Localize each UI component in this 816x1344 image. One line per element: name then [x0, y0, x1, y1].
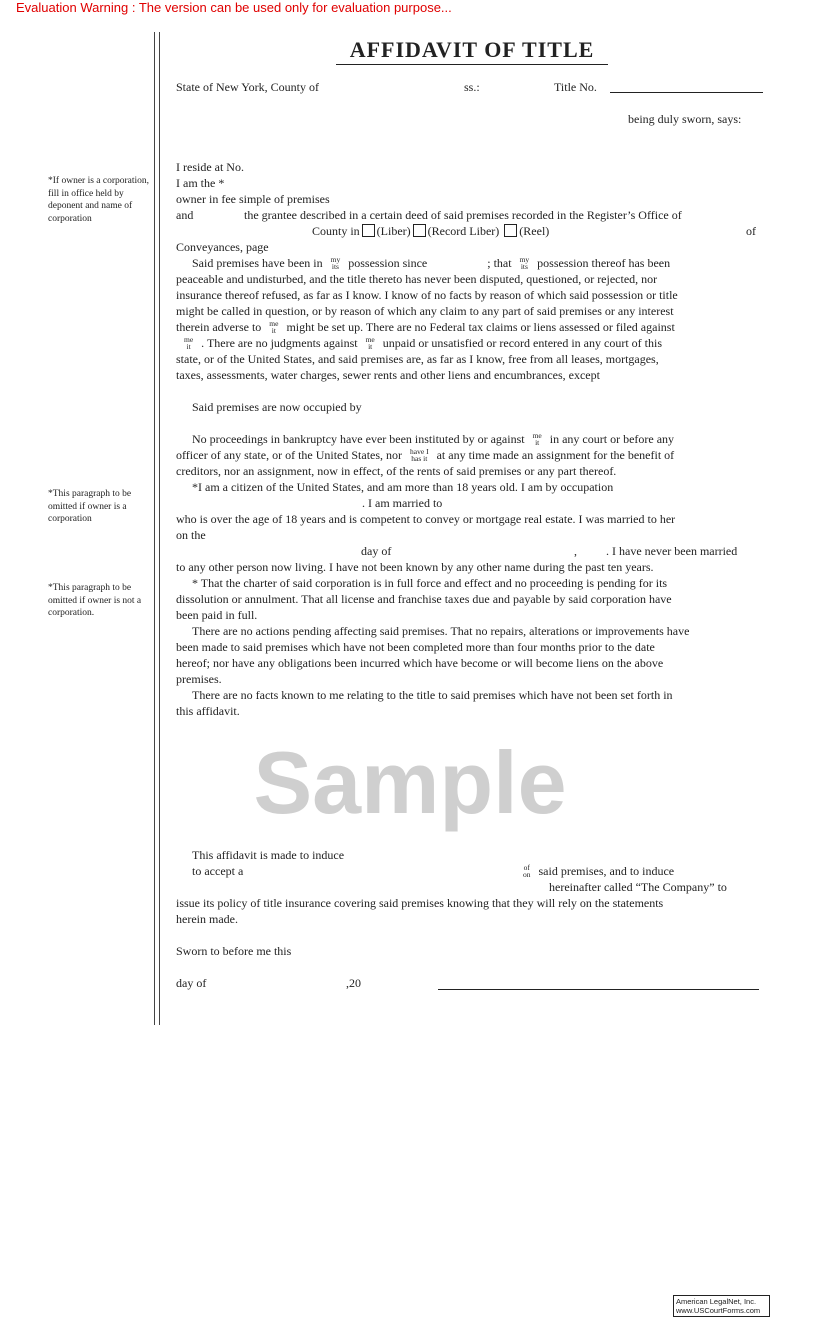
body-line: I reside at No. — [176, 160, 244, 174]
body-line: premises. — [176, 672, 222, 686]
stacked-choice: me it — [184, 335, 194, 352]
body-line: issue its policy of title insurance covering said premises knowing that they will rely on the statements — [176, 896, 664, 910]
text: might be set up. There are no Federal tax claims or liens assessed or filed against — [286, 320, 675, 334]
body-line: the grantee described in a certain deed of said premises recorded in the Register’s Office of — [244, 208, 682, 222]
publisher-url[interactable]: www.USCourtForms.com — [676, 1306, 761, 1315]
margin-note-omit-if-not-corporation: *This paragraph to be omitted if owner is not a corporation. — [48, 583, 142, 618]
body-line: might be called in question, or by reason of which any claim to any part of said premises or any interest — [176, 304, 674, 318]
state-county-label: State of New York, County of — [176, 80, 319, 94]
title-no-blank — [610, 92, 763, 93]
stacked-choice: have I has it — [410, 447, 429, 464]
body-line: state, or of the United States, and said premises are, as far as I know, free from all leases, mortgages, — [176, 352, 659, 366]
title-no-label: Title No. — [554, 80, 597, 94]
body-line: Conveyances, page — [176, 240, 269, 254]
stacked-choice: me it — [269, 319, 279, 336]
publisher-name: American LegalNet, Inc. — [676, 1297, 757, 1306]
text: officer of any state, or of the United States, nor — [176, 448, 403, 462]
body-line: *I am a citizen of the United States, and am more than 18 years old. I am by occupation — [192, 480, 614, 494]
body-line — [515, 863, 674, 879]
body-line: to any other person now living. I have not been known by any other name during the past ten years. — [176, 560, 654, 574]
text: Said premises have been in — [192, 256, 323, 270]
text: therein adverse to — [176, 320, 262, 334]
body-line: been made to said premises which have not been completed more than four months prior to the date — [176, 640, 655, 654]
liber-label: (Liber) — [376, 224, 411, 238]
body-line — [176, 447, 674, 463]
body-line — [192, 255, 670, 271]
body-line — [176, 335, 662, 351]
text: at any time made an assignment for the benefit of — [436, 448, 675, 462]
body-line: dissolution or annulment. That all license and franchise taxes due and payable by said corporation have — [176, 592, 672, 606]
body-line: of — [746, 224, 756, 238]
text: . There are no judgments against — [201, 336, 358, 350]
body-line: who is over the age of 18 years and is competent to convey or mortgage real estate. I was married to her — [176, 512, 676, 526]
body-line — [176, 319, 675, 335]
body-line: this affidavit. — [176, 704, 240, 718]
body-line: day of — [361, 544, 392, 558]
text: in any court or before any — [549, 432, 675, 446]
text: possession thereof has been — [537, 256, 671, 270]
stacked-choice: me it — [532, 431, 542, 448]
record-liber-label: (Record Liber) — [427, 224, 500, 238]
text: possession since — [348, 256, 428, 270]
body-line: * That the charter of said corporation is in full force and effect and no proceeding is pending for its — [192, 576, 668, 590]
text: unpaid or unsatisfied or record entered in any court of this — [382, 336, 662, 350]
body-line: day of — [176, 976, 207, 990]
text: ; that — [487, 256, 512, 270]
margin-rule — [159, 32, 160, 1025]
stacked-choice: of on — [523, 863, 531, 880]
reel-checkbox[interactable] — [504, 224, 517, 237]
body-line: owner in fee simple of premises — [176, 192, 330, 206]
body-line: insurance thereof refused, as far as I know. I know of no facts by reason of which said possession or title — [176, 288, 678, 302]
publisher-footer — [673, 1295, 770, 1317]
body-line: There are no actions pending affecting said premises. That no repairs, alterations or improvements have — [192, 624, 690, 638]
stacked-choice: me it — [365, 335, 375, 352]
body-line: ,20 — [346, 976, 361, 990]
body-line — [192, 431, 674, 447]
body-line: Said premises are now occupied by — [192, 400, 362, 414]
body-line: been paid in full. — [176, 608, 258, 622]
signature-line — [438, 989, 759, 990]
sample-watermark: Sample — [253, 733, 567, 832]
stacked-choice: my its — [519, 255, 530, 272]
body-line: I am the * — [176, 176, 225, 190]
record-liber-checkbox[interactable] — [413, 224, 426, 237]
evaluation-warning: Evaluation Warning : The version can be used only for evaluation purpose... — [16, 0, 452, 15]
margin-rule — [154, 32, 155, 1025]
body-line: to accept a — [192, 864, 244, 878]
sworn-label: being duly sworn, says: — [628, 112, 742, 126]
body-line: This affidavit is made to induce — [192, 848, 345, 862]
body-line: taxes, assessments, water charges, sewer rents and other liens and encumbrances, except — [176, 368, 600, 382]
margin-note-omit-if-corporation: *This paragraph to be omitted if owner is a corporation — [48, 489, 132, 524]
recording-type-line — [312, 223, 549, 239]
body-line: peaceable and undisturbed, and the title thereto has never been disputed, questioned, or rejected, nor — [176, 272, 658, 286]
body-line: , — [574, 544, 577, 558]
margin-note-owner-corporation: *If owner is a corporation, fill in office held by deponent and name of corporation — [48, 176, 150, 224]
reel-label: (Reel) — [519, 224, 550, 238]
text: No proceedings in bankruptcy have ever been instituted by or against — [192, 432, 525, 446]
body-line: Sworn to before me this — [176, 944, 292, 958]
text: said premises, and to induce — [538, 864, 675, 878]
ss-label: ss.: — [464, 80, 480, 94]
body-line: herein made. — [176, 912, 238, 926]
body-line: on the — [176, 528, 206, 542]
body-line: hereof; nor have any obligations been incurred which have become or will become liens on the above — [176, 656, 664, 670]
liber-checkbox[interactable] — [362, 224, 375, 237]
body-line: . I have never been married — [606, 544, 738, 558]
body-line: hereinafter called “The Company” to — [549, 880, 727, 894]
stacked-choice: my its — [330, 255, 341, 272]
body-line: and — [176, 208, 194, 222]
document-title: AFFIDAVIT OF TITLE — [336, 37, 608, 65]
body-line: creditors, nor an assignment, now in effect, of the rents of said premises or any part thereof. — [176, 464, 617, 478]
body-line: . I am married to — [362, 496, 443, 510]
county-in-label: County in — [312, 224, 360, 238]
body-line: There are no facts known to me relating to the title to said premises which have not been set forth in — [192, 688, 673, 702]
